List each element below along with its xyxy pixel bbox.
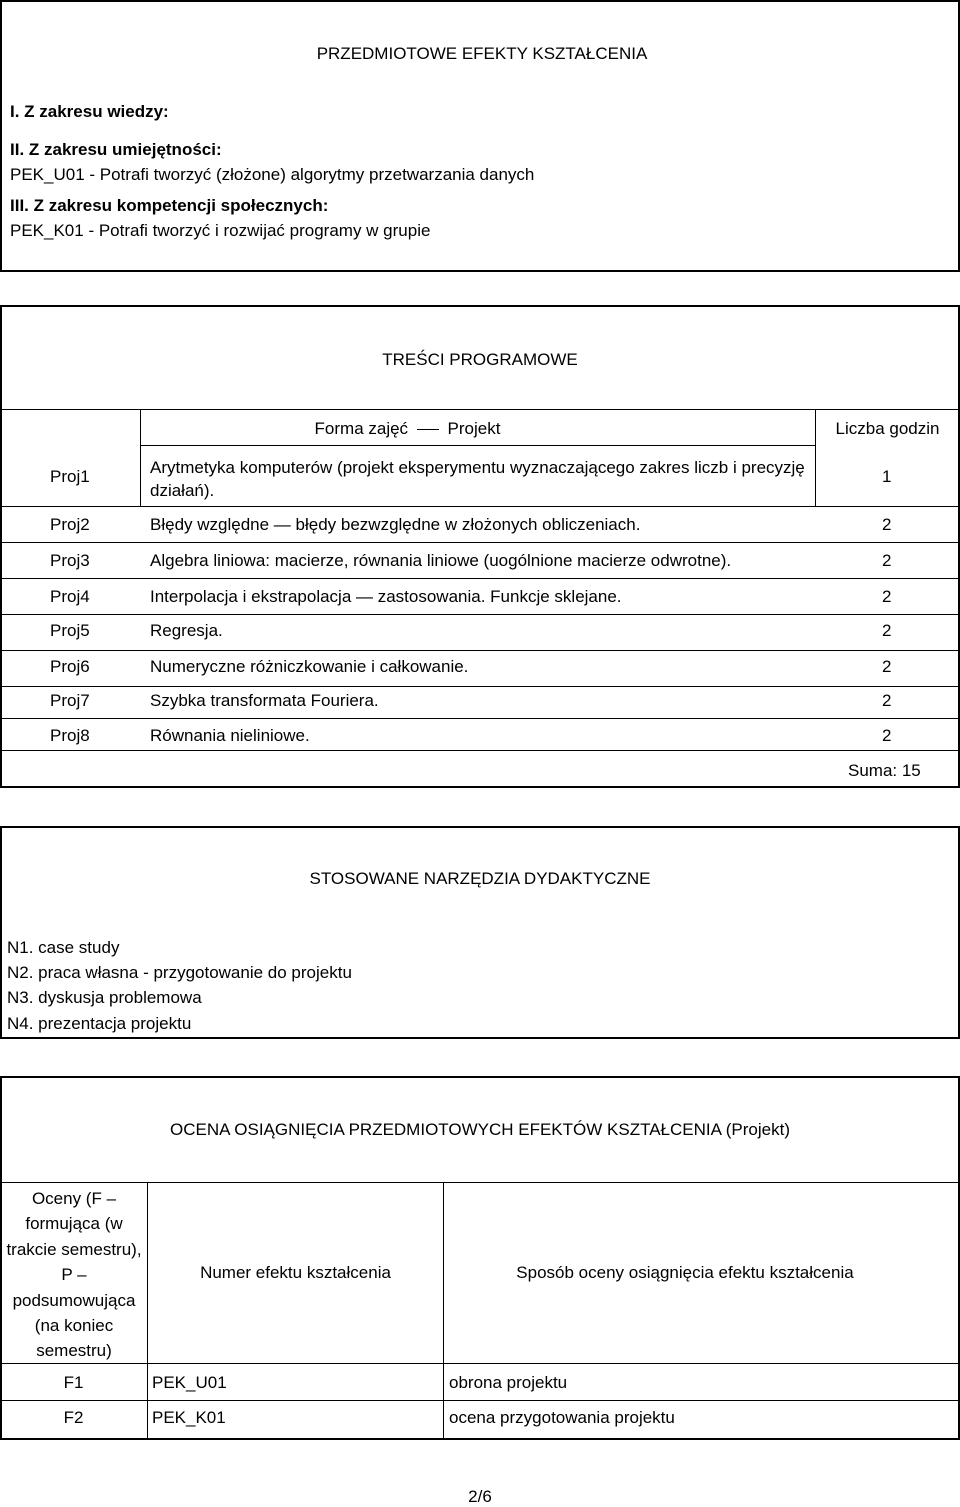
section-title: PRZEDMIOTOWE EFEKTY KSZTAŁCENIA bbox=[316, 44, 648, 63]
table-rule bbox=[0, 409, 960, 410]
method-cell: obrona projektu bbox=[449, 1373, 568, 1392]
row-hours: 2 bbox=[882, 587, 892, 606]
knowledge-heading: I. Z zakresu wiedzy: bbox=[10, 102, 169, 121]
effect-column-header: Numer efektu kształcenia bbox=[200, 1263, 391, 1282]
section-title: OCENA OSIĄGNIĘCIA PRZEDMIOTOWYCH EFEKTÓW KSZTAŁCENIA (Projekt) bbox=[170, 1120, 790, 1139]
table-rule bbox=[0, 506, 960, 507]
form-value: Projekt bbox=[447, 419, 501, 438]
row-id: Proj6 bbox=[50, 657, 90, 676]
skill-outcome: PEK_U01 - Potrafi tworzyć (złożone) algorytmy przetwarzania danych bbox=[10, 165, 535, 184]
form-column-header bbox=[140, 419, 675, 439]
form-separator bbox=[417, 429, 439, 430]
row-hours: 2 bbox=[882, 515, 892, 534]
effect-cell: PEK_U01 bbox=[152, 1373, 227, 1392]
row-hours: 2 bbox=[882, 726, 892, 745]
row-id: Proj2 bbox=[50, 515, 90, 534]
row-topic: Algebra liniowa: macierze, równania liniowe (uogólnione macierze odwrotne). bbox=[150, 551, 732, 570]
learning-outcomes-section bbox=[0, 0, 960, 272]
table-rule bbox=[0, 1182, 960, 1183]
row-id: Proj4 bbox=[50, 587, 90, 606]
table-rule bbox=[0, 542, 960, 543]
row-topic: Interpolacja i ekstrapolacja — zastosowania. Funkcje sklejane. bbox=[150, 587, 622, 606]
table-rule bbox=[147, 1182, 148, 1438]
row-id: Proj3 bbox=[50, 551, 90, 570]
table-rule bbox=[443, 1182, 444, 1438]
row-id: Proj7 bbox=[50, 691, 90, 710]
row-id: Proj1 bbox=[50, 467, 90, 486]
grade-cell: F2 bbox=[63, 1408, 84, 1427]
page-number: 2/6 bbox=[468, 1487, 492, 1506]
teaching-tools-section bbox=[0, 826, 960, 1039]
section-title: TREŚCI PROGRAMOWE bbox=[382, 350, 578, 369]
tool-item: N4. prezentacja projektu bbox=[7, 1014, 192, 1033]
row-id: Proj5 bbox=[50, 621, 90, 640]
row-topic: Szybka transformata Fouriera. bbox=[150, 691, 379, 710]
table-rule bbox=[0, 718, 960, 719]
row-topic: Równania nieliniowe. bbox=[150, 726, 310, 745]
form-label: Forma zajęć bbox=[314, 419, 409, 438]
row-hours: 2 bbox=[882, 551, 892, 570]
method-column-header: Sposób oceny osiągnięcia efektu kształcenia bbox=[516, 1263, 854, 1282]
row-topic: Błędy względne — błędy bezwzględne w złożonych obliczeniach. bbox=[150, 515, 641, 534]
tool-item: N2. praca własna - przygotowanie do projektu bbox=[7, 963, 352, 982]
competence-outcome: PEK_K01 - Potrafi tworzyć i rozwijać programy w grupie bbox=[10, 221, 431, 240]
row-topic: Arytmetyka komputerów (projekt eksperymentu wyznaczającego zakres liczb i precyzję działań). bbox=[150, 458, 805, 500]
method-cell: ocena przygotowania projektu bbox=[449, 1408, 675, 1427]
tool-item: N3. dyskusja problemowa bbox=[7, 988, 202, 1007]
table-rule bbox=[0, 650, 960, 651]
row-topic: Numeryczne różniczkowanie i całkowanie. bbox=[150, 657, 469, 676]
table-rule bbox=[0, 578, 960, 579]
table-rule bbox=[0, 1363, 960, 1364]
section-title: STOSOWANE NARZĘDZIA DYDAKTYCZNE bbox=[309, 869, 651, 888]
grade-cell: F1 bbox=[63, 1373, 84, 1392]
hours-column-header: Liczba godzin bbox=[835, 419, 940, 438]
row-hours: 2 bbox=[882, 691, 892, 710]
program-content-section bbox=[0, 305, 960, 788]
row-hours: 1 bbox=[882, 467, 892, 486]
skills-heading: II. Z zakresu umiejętności: bbox=[10, 140, 222, 159]
row-hours: 2 bbox=[882, 621, 892, 640]
row-id: Proj8 bbox=[50, 726, 90, 745]
table-rule bbox=[0, 686, 960, 687]
competences-heading: III. Z zakresu kompetencji społecznych: bbox=[10, 196, 329, 215]
tool-item: N1. case study bbox=[7, 938, 120, 957]
table-rule bbox=[0, 750, 960, 751]
table-rule bbox=[0, 1400, 960, 1401]
hours-sum: Suma: 15 bbox=[848, 761, 921, 780]
row-hours: 2 bbox=[882, 657, 892, 676]
effect-cell: PEK_K01 bbox=[152, 1408, 226, 1427]
table-rule bbox=[140, 445, 815, 446]
table-rule bbox=[0, 614, 960, 615]
grades-column-header: Oceny (F – formująca (w trakcie semestru), P – podsumowująca (na koniec semestru) bbox=[6, 1189, 142, 1361]
row-topic: Regresja. bbox=[150, 621, 223, 640]
